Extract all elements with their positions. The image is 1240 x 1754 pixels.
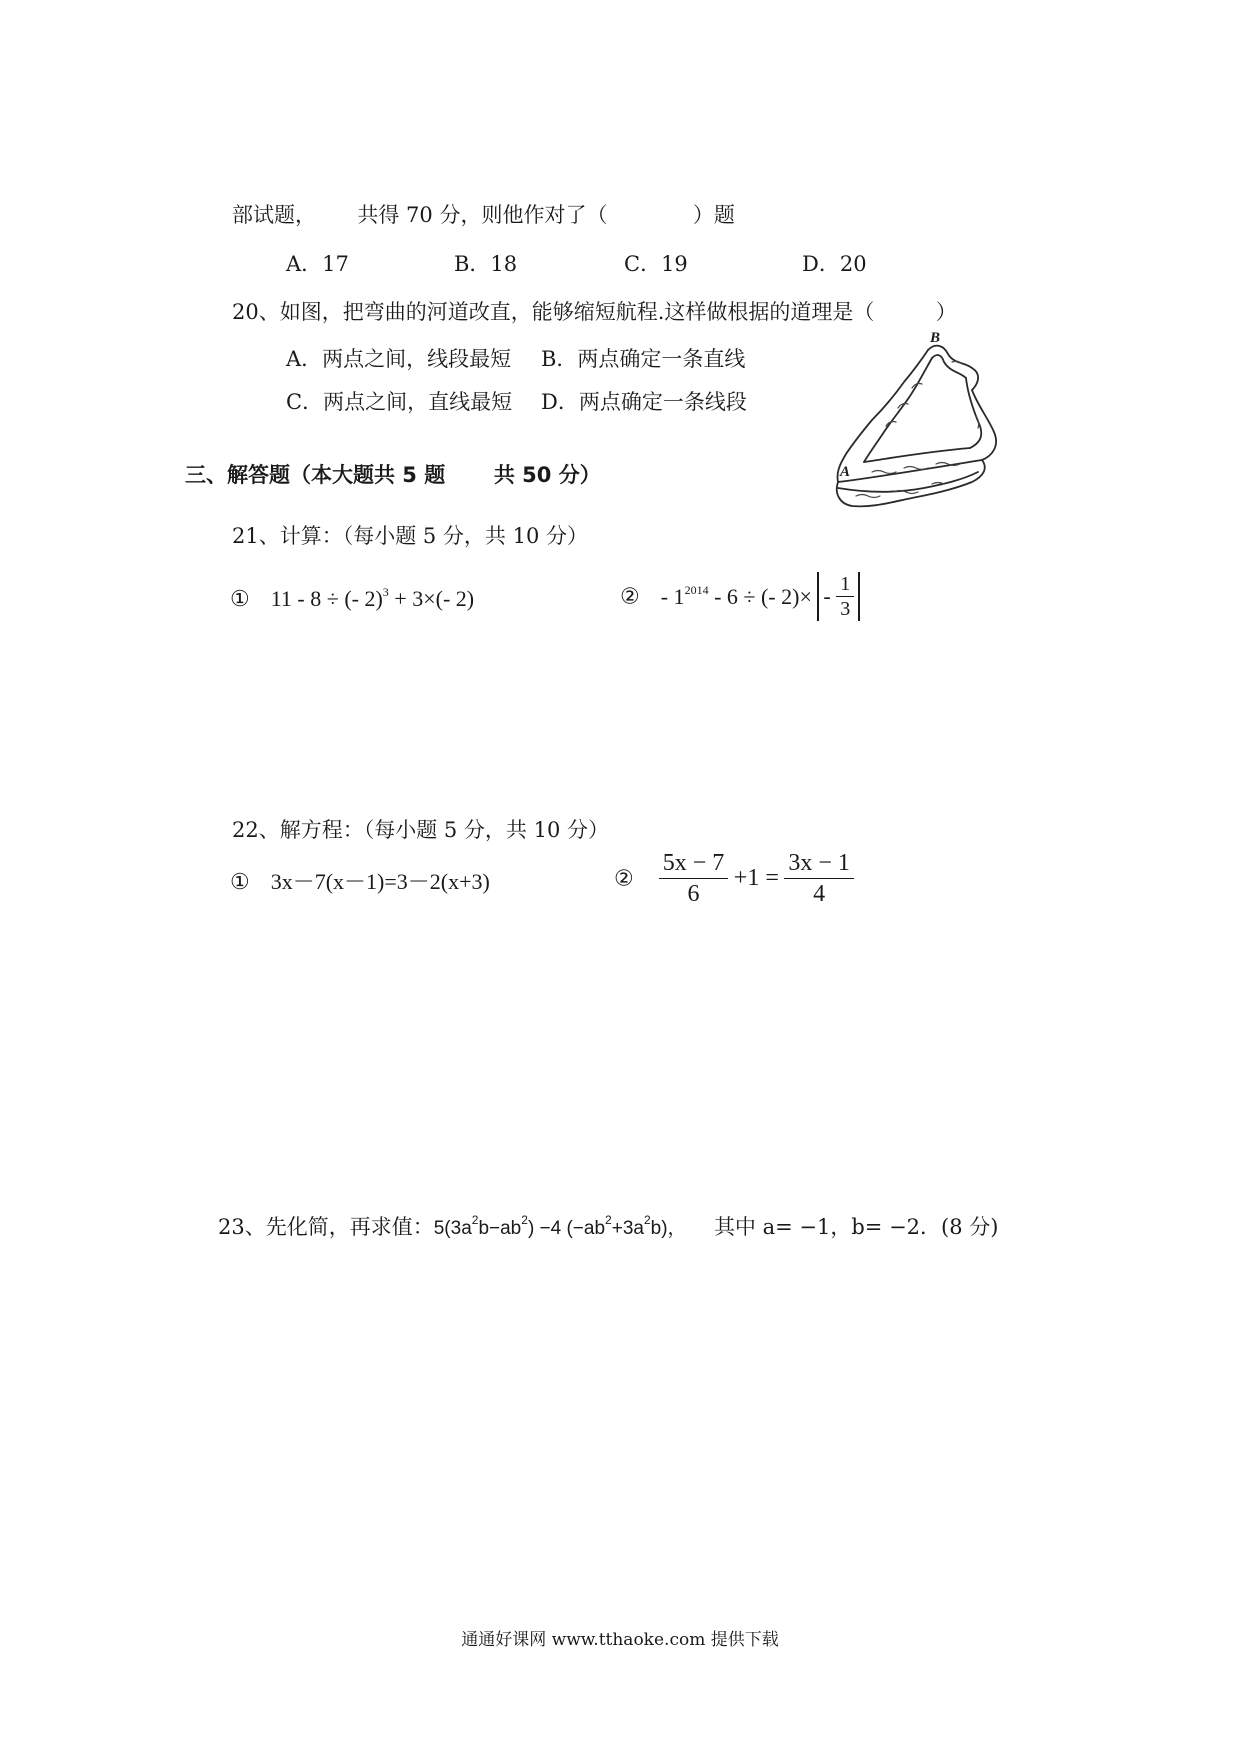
q23-stem-text: 23、先化简，再求值： xyxy=(218,1215,434,1239)
q23-expression xyxy=(433,1213,687,1239)
page-footer: 通通好课网 www.tthaoke.com 提供下载 xyxy=(461,1630,779,1650)
q19-text-a: 部试题， xyxy=(232,203,316,227)
q19-stem xyxy=(232,201,735,229)
q23-tail: 其中 a= −1，b= −2．(8 分) xyxy=(713,1215,999,1239)
q19-option-d: D．20 xyxy=(802,252,867,276)
section3-points: 共 50 分） xyxy=(493,463,601,487)
figure-label-b: B xyxy=(930,330,941,346)
q21-part2-fraction xyxy=(836,572,854,621)
q23-expr-d: +3a xyxy=(611,1218,644,1239)
q21-part2-exponent: 2014 xyxy=(684,583,709,597)
q19-text-c: ）题 xyxy=(692,203,735,227)
q21-part1 xyxy=(230,585,474,612)
q21-part2 xyxy=(620,572,860,621)
q19-option-c: C．19 xyxy=(624,252,688,276)
q23-expr-e: b)， xyxy=(650,1218,687,1239)
q21-part2-abs-sign: - xyxy=(823,583,831,609)
q22-part2-left-numerator: 5x − 7 xyxy=(659,848,729,879)
q23-expr-c: ) −4 (−ab xyxy=(527,1218,606,1239)
q23-exp-1: 2 xyxy=(471,1213,479,1227)
q20-option-d: D．两点确定一条线段 xyxy=(541,390,747,414)
q23-stem xyxy=(218,1206,998,1243)
q20-option-a: A．两点之间，线段最短 xyxy=(286,347,512,371)
q22-part2-left-fraction xyxy=(659,848,729,909)
q23-exp-3: 2 xyxy=(605,1213,612,1227)
q23-expr-a: 5(3a xyxy=(433,1218,472,1239)
q21-part1-expr-b: + 3×(- 2) xyxy=(388,586,475,611)
q21-part1-exponent: 3 xyxy=(382,585,389,599)
q22-part2-middle: +1 = xyxy=(733,865,779,891)
q21-part2-number: ② xyxy=(620,583,640,609)
q19-option-b: B．18 xyxy=(454,252,518,276)
q23-expr-b: b−ab xyxy=(478,1218,522,1239)
q22-part2-right-fraction xyxy=(784,848,854,909)
section3-heading xyxy=(185,461,601,489)
q21-part1-expr-a: 11 - 8 ÷ (- 2) xyxy=(270,586,383,611)
q22-part1 xyxy=(230,865,490,896)
figure-label-a: A xyxy=(840,464,851,480)
q23-exp-4: 2 xyxy=(643,1213,651,1227)
q21-stem: 21、计算：（每小题 5 分，共 10 分） xyxy=(232,524,589,548)
q22-part2-right-denominator: 4 xyxy=(813,881,826,907)
river-figure xyxy=(832,322,1000,524)
q21-part2-fraction-denominator: 3 xyxy=(840,598,851,620)
q21-part2-absolute-value xyxy=(817,572,860,621)
q20-option-b: B．两点确定一条直线 xyxy=(541,347,746,371)
q22-stem: 22、解方程：（每小题 5 分，共 10 分） xyxy=(232,818,610,842)
q21-part2-fraction-numerator: 1 xyxy=(836,572,854,597)
q22-part2 xyxy=(614,848,854,909)
q20-option-c: C．两点之间，直线最短 xyxy=(286,390,513,414)
q21-part1-number: ① xyxy=(230,586,250,611)
q22-part1-expr: 3x－7(x－1)=3－2(x+3) xyxy=(270,869,490,894)
q22-part2-right-numerator: 3x − 1 xyxy=(784,848,854,879)
q19-text-b: 共得 70 分，则他作对了（ xyxy=(357,203,608,227)
q22-part2-left-denominator: 6 xyxy=(687,881,700,907)
q21-part2-expr-a: - 1 xyxy=(660,584,685,609)
q20-stem-text: 20、如图，把弯曲的河道改直，能够缩短航程.这样做根据的道理是（ xyxy=(232,300,875,324)
q22-part1-number: ① xyxy=(230,869,250,894)
q19-option-a: A．17 xyxy=(286,252,349,276)
q21-part2-expr-b: - 6 ÷ (- 2)× xyxy=(708,584,812,609)
q23-exp-2: 2 xyxy=(521,1213,528,1227)
q22-part2-number: ② xyxy=(614,865,634,891)
q20-stem-close: ） xyxy=(935,300,957,324)
section3-title: 三、解答题（本大题共 5 题 xyxy=(185,463,446,487)
